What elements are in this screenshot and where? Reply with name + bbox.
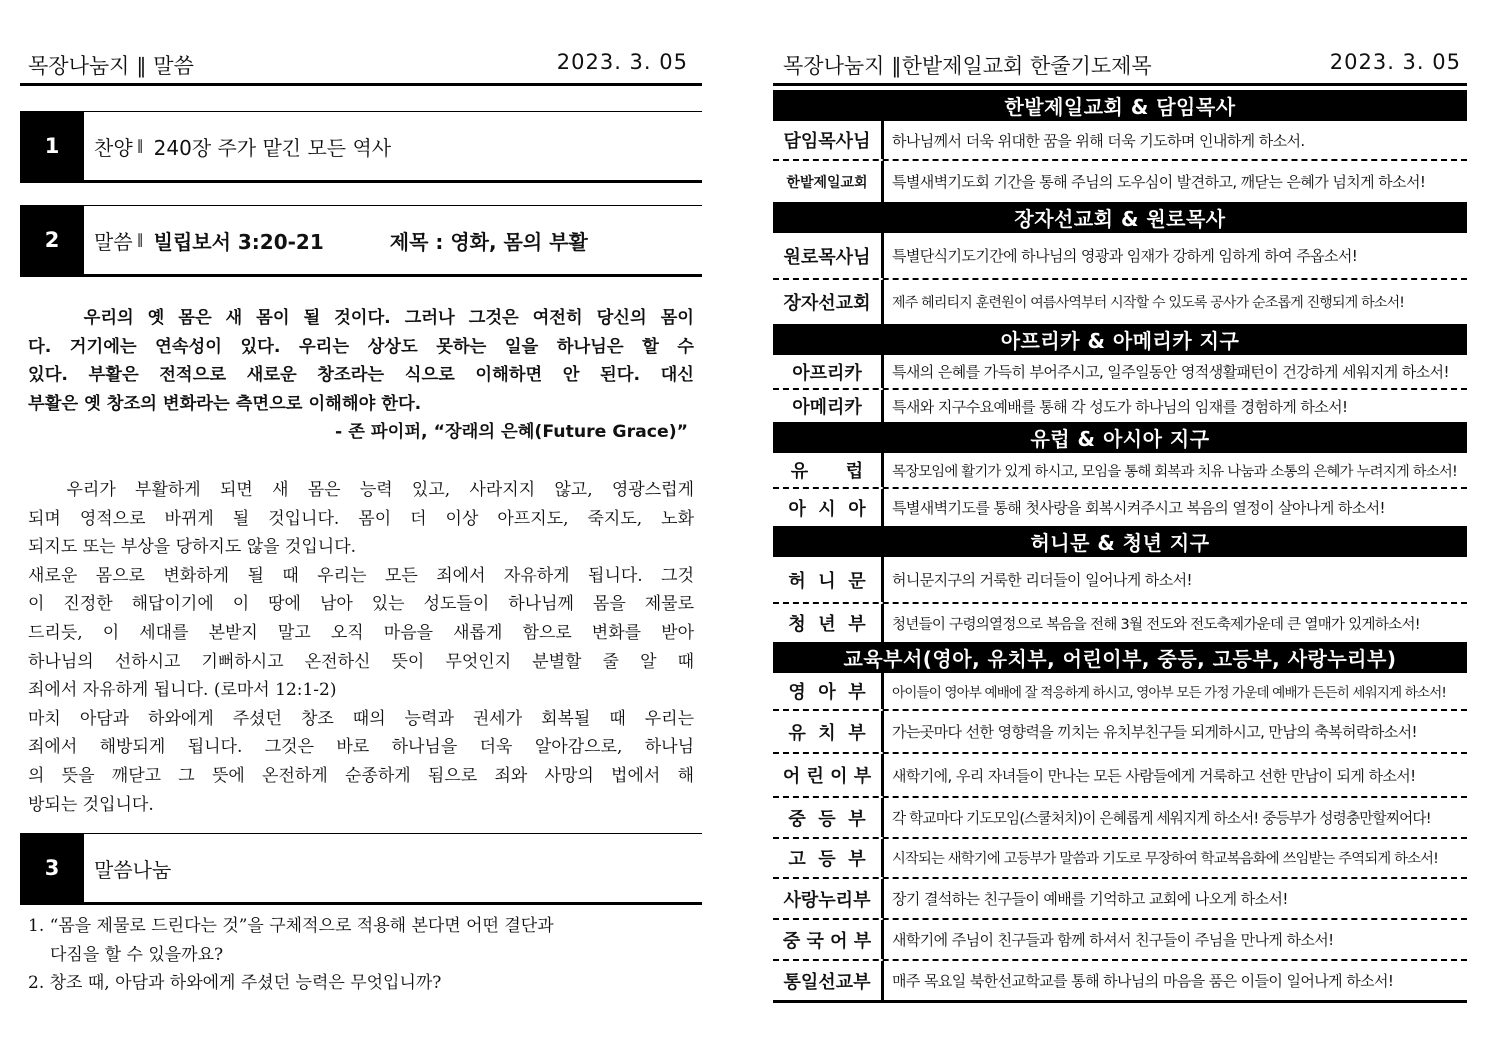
prayer-row — [773, 161, 1467, 202]
prayer-row — [773, 961, 1467, 1000]
section-2-sermon — [20, 205, 702, 277]
right-header-date: 2023. 3. 05 — [1329, 50, 1461, 74]
prayer-row-text: 매주 목요일 북한선교학교를 통해 하나님의 마음을 품은 이들이 일어나게 하소서! — [892, 972, 1394, 990]
prayer-row-text: 제주 헤리티지 훈련원이 여름사역부터 시작할 수 있도록 공사가 순조롭게 진행되게 하소서! — [892, 295, 1405, 311]
prayer-row-key: 허 니 문 — [773, 557, 884, 602]
prayer-row — [773, 489, 1467, 526]
prayer-row-key: 고 등 부 — [773, 839, 884, 877]
right-page-header — [773, 50, 1467, 86]
section-1-separator: ∥ — [136, 138, 144, 154]
prayer-row-key: 한밭제일교회 — [773, 161, 884, 202]
group-band: 유럽 & 아시아 지구 — [773, 422, 1467, 453]
section-3-sharing — [20, 833, 702, 905]
prayer-row — [773, 920, 1467, 961]
body-line: 드리듯, 이 세대를 본받지 말고 오직 마음을 새롭게 함으로 변화를 받아 — [28, 622, 694, 643]
group-band: 허니문 & 청년 지구 — [773, 526, 1467, 557]
left-header-title: 목장나눔지 ∥ 말씀 — [28, 54, 194, 78]
prayer-row-text: 특별새벽기도회 기간을 통해 주님의 도우심이 발견하고, 깨닫는 은혜가 넘치게 하소서! — [892, 173, 1426, 191]
prayer-row-key: 아프리카 — [773, 355, 884, 388]
prayer-row — [773, 754, 1467, 798]
prayer-row-text: 각 학교마다 기도모임(스쿨처치)이 은혜롭게 세워지게 하소서! 중등부가 성령충만할찌어다! — [892, 810, 1431, 827]
section-3-number: 3 — [20, 834, 84, 902]
prayer-row — [773, 233, 1467, 280]
section-2-number: 2 — [20, 206, 84, 274]
question-item: 2. 창조 때, 아담과 하와에게 주셨던 능력은 무엇입니까? — [28, 973, 442, 994]
section-1-label: 찬양 — [94, 135, 133, 160]
question-item: 1. “몸을 제물로 드린다는 것”을 구체적으로 적용해 본다면 어떤 결단과 — [28, 916, 554, 936]
prayer-row-key: 영 아 부 — [773, 673, 884, 709]
prayer-row-key: 청 년 부 — [773, 604, 884, 642]
prayer-row — [773, 280, 1467, 324]
section-3-label: 말씀나눔 — [94, 857, 172, 882]
prayer-row — [773, 121, 1467, 161]
quote-source: - 존 파이퍼, “장래의 은혜(Future Grace)” — [335, 422, 688, 442]
prayer-row-key: 아 시 아 — [773, 489, 884, 526]
sermon-body — [28, 476, 694, 819]
body-line: 되며 영적으로 바뀌게 될 것입니다. 몸이 더 이상 아프지도, 죽지도, 노화 — [28, 508, 694, 529]
quote-line: 우리의 옛 몸은 새 몸이 될 것이다. 그러나 그것은 여전히 당신의 몸이 — [28, 308, 694, 328]
group-band: 장자선교회 & 원로목사 — [773, 202, 1467, 233]
prayer-row — [773, 604, 1467, 642]
prayer-row — [773, 390, 1467, 422]
sermon-quote — [28, 304, 694, 447]
prayer-row — [773, 557, 1467, 604]
body-line: 죄에서 자유하게 됩니다. (로마서 12:1-2) — [28, 680, 337, 701]
prayer-row-text: 허니문지구의 거룩한 리더들이 일어나게 하소서! — [892, 571, 1192, 589]
section-1-number: 1 — [20, 112, 84, 180]
prayer-row-key: 사랑누리부 — [773, 879, 884, 918]
prayer-row-key: 담임목사님 — [773, 121, 884, 159]
body-line: 되지도 또는 부상을 당하지도 않을 것입니다. — [28, 537, 357, 558]
prayer-row-text: 아이들이 영아부 예배에 잘 적응하게 하시고, 영아부 모든 가정 가운데 예배가 든든히 세워지게 하소서! — [892, 685, 1446, 701]
prayer-row-text: 하나님께서 더욱 위대한 꿈을 위해 더욱 기도하며 인내하게 하소서. — [892, 131, 1305, 150]
body-line: 의 뜻을 깨닫고 그 뜻에 온전하게 순종하게 됨으로 죄와 사망의 법에서 해 — [28, 765, 694, 786]
prayer-row-text: 청년들이 구령의열정으로 복음을 전해 3월 전도와 전도축제가운데 큰 열매가 있게하소서! — [892, 616, 1420, 633]
prayer-row-key: 원로목사님 — [773, 233, 884, 278]
left-page — [20, 0, 702, 1061]
prayer-row-text: 장기 결석하는 친구들이 예배를 기억하고 교회에 나오게 하소서! — [892, 890, 1288, 908]
prayer-table — [773, 90, 1467, 1003]
body-line: 방되는 것입니다. — [28, 794, 154, 815]
prayer-row-text: 새학기에 주님이 친구들과 함께 하셔서 친구들이 주님을 만나게 하소서! — [892, 931, 1334, 949]
section-2-label: 말씀 — [94, 229, 133, 254]
body-line: 이 진정한 해답이기에 이 땅에 남아 있는 성도들이 하나님께 몸을 제물로 — [28, 594, 694, 615]
prayer-row-key: 통일선교부 — [773, 961, 884, 1000]
prayer-row-text: 특새의 은혜를 가득히 부어주시고, 일주일동안 영적생활패턴이 건강하게 세워지게 하소서! — [892, 363, 1449, 381]
prayer-row-text: 새학기에, 우리 자녀들이 만나는 모든 사람들에게 거룩하고 선한 만남이 되게 하소서! — [892, 766, 1416, 785]
prayer-row-text: 특별새벽기도를 통해 첫사랑을 회복시켜주시고 복음의 열정이 살아나게 하소서! — [892, 499, 1385, 517]
prayer-row — [773, 355, 1467, 390]
prayer-row-text: 목장모임에 활기가 있게 하시고, 모임을 통해 회복과 치유 나눔과 소통의 은혜가 누려지게 하소서! — [892, 463, 1457, 480]
section-1-text: 240장 주가 맡긴 모든 역사 — [153, 135, 392, 160]
right-page — [773, 0, 1467, 1061]
right-header-title: 목장나눔지 ∥한밭제일교회 한줄기도제목 — [783, 54, 1152, 78]
left-header-date: 2023. 3. 05 — [556, 50, 688, 74]
group-band: 교육부서(영아, 유치부, 어린이부, 중등, 고등부, 사랑누리부) — [773, 642, 1467, 673]
left-page-header — [20, 50, 702, 86]
prayer-row-key: 중 등 부 — [773, 798, 884, 837]
prayer-row — [773, 711, 1467, 754]
prayer-row-text: 특별단식기도기간에 하나님의 영광과 임재가 강하게 임하게 하여 주옵소서! — [892, 247, 1358, 265]
body-line: 하나님의 선하시고 기뻐하시고 온전하신 뜻이 무엇인지 분별할 줄 알 때 — [28, 651, 694, 672]
body-line: 죄에서 해방되게 됩니다. 그것은 바로 하나님을 더욱 알아감으로, 하나님 — [28, 737, 694, 758]
prayer-row-key: 아메리카 — [773, 390, 884, 422]
body-line: 우리가 부활하게 되면 새 몸은 능력 있고, 사라지지 않고, 영광스럽게 — [28, 480, 694, 500]
quote-line: 부활은 옛 창조의 변화라는 측면으로 이해해야 한다. — [28, 393, 422, 414]
section-2-subject: 제목 : 영화, 몸의 부활 — [389, 229, 588, 254]
sharing-questions — [28, 912, 708, 998]
quote-line: 다. 거기에는 연속성이 있다. 우리는 상상도 못하는 일을 하나님은 할 수 — [28, 336, 694, 357]
prayer-row-text: 가는곳마다 선한 영향력을 끼치는 유치부친구들 되게하시고, 만남의 축복허락하소서! — [892, 723, 1417, 741]
prayer-row — [773, 453, 1467, 489]
group-band: 아프리카 & 아메리카 지구 — [773, 324, 1467, 355]
question-item-continued: 다짐을 할 수 있을까요? — [50, 944, 224, 965]
prayer-row — [773, 839, 1467, 879]
section-2-passage: 빌립보서 3:20-21 — [153, 229, 324, 254]
prayer-row — [773, 879, 1467, 920]
prayer-row — [773, 798, 1467, 839]
group-band: 한밭제일교회 & 담임목사 — [773, 90, 1467, 121]
prayer-row-key: 장자선교회 — [773, 280, 884, 324]
prayer-row-key: 중 국 어 부 — [773, 920, 884, 959]
prayer-row-text: 특새와 지구수요예배를 통해 각 성도가 하나님의 임재를 경험하게 하소서! — [892, 397, 1348, 416]
prayer-row-key: 유 럽 — [773, 453, 884, 487]
prayer-row — [773, 673, 1467, 711]
prayer-row-text: 시작되는 새학기에 고등부가 말씀과 기도로 무장하여 학교복음화에 쓰임받는 주역되게 하소서! — [892, 851, 1439, 867]
body-line: 마치 아담과 하와에게 주셨던 창조 때의 능력과 권세가 회복될 때 우리는 — [28, 708, 694, 729]
prayer-row-key: 어 린 이 부 — [773, 754, 884, 796]
quote-line: 있다. 부활은 전적으로 새로운 창조라는 식으로 이해하면 안 된다. 대신 — [28, 365, 694, 385]
prayer-row-key: 유 치 부 — [773, 711, 884, 752]
section-1-hymn — [20, 111, 702, 183]
section-2-separator: ∥ — [136, 232, 144, 248]
body-line: 새로운 몸으로 변화하게 될 때 우리는 모든 죄에서 자유하게 됩니다. 그것 — [28, 565, 694, 586]
